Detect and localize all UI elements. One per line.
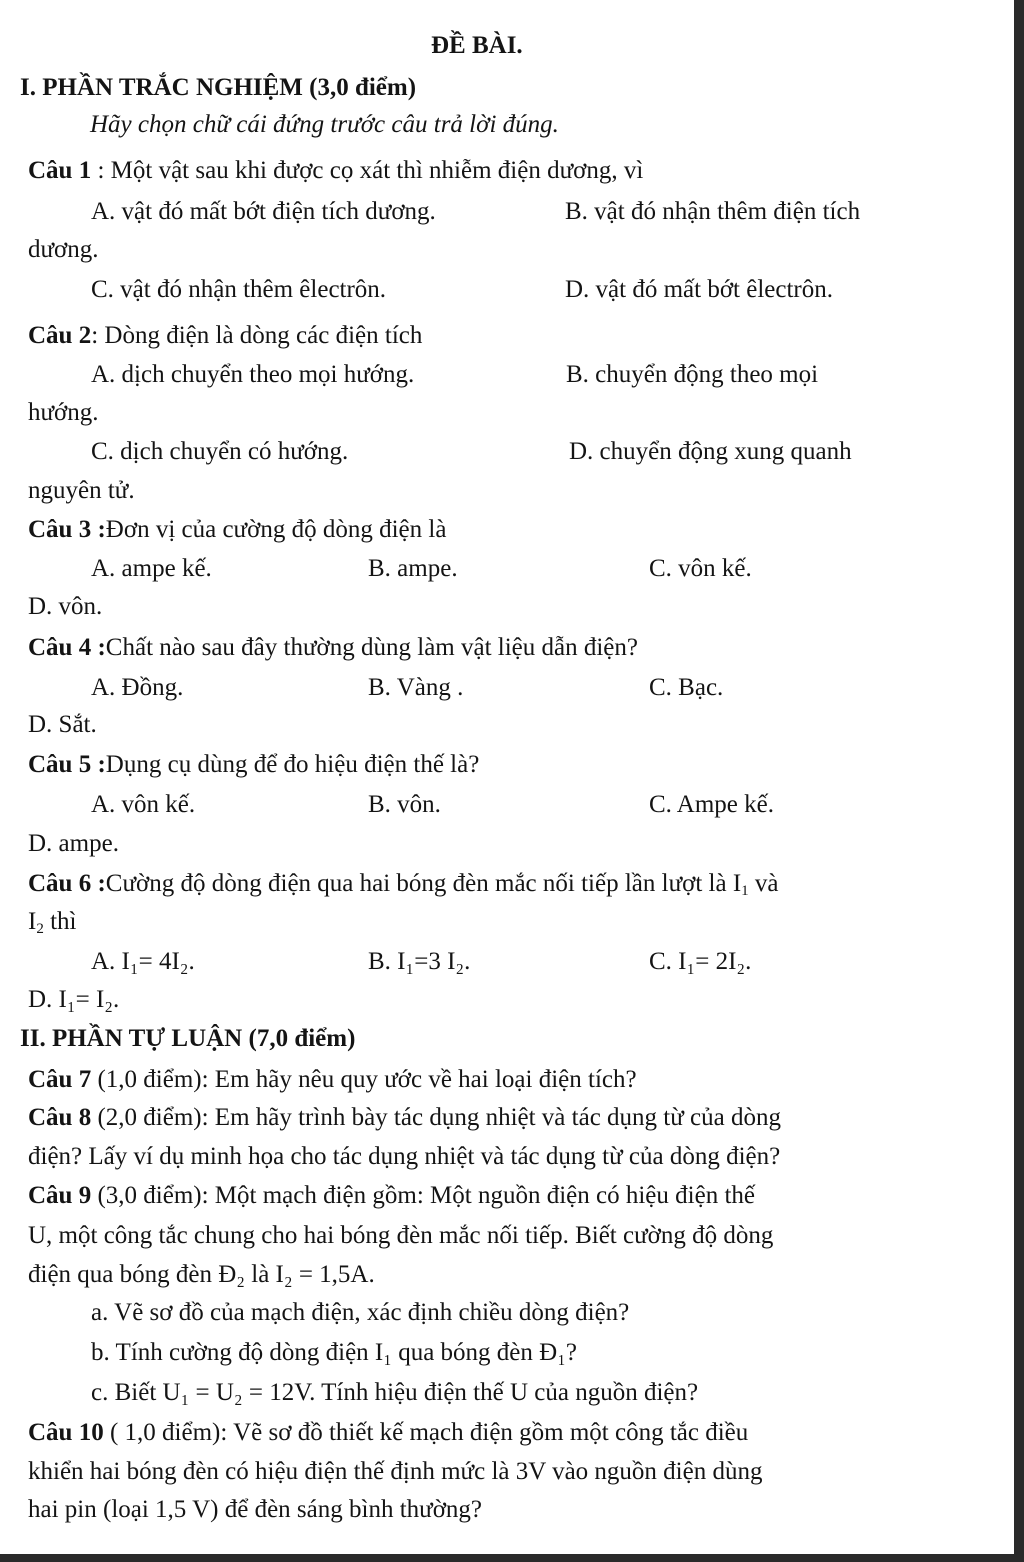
question-2: [28, 321, 422, 351]
question-6-label: Câu 6 :: [28, 870, 106, 897]
question-3: [28, 515, 446, 545]
question-1-text: : Một vật sau khi được cọ xát thì nhiễm điện dương, vì: [91, 157, 644, 184]
question-10: [28, 1418, 748, 1448]
q6-option-b: B. I₁=3 I₂.: [368, 948, 471, 975]
q2-option-b: B. chuyển động theo mọi: [566, 361, 819, 388]
question-8-label: Câu 8: [28, 1104, 92, 1131]
question-10-label: Câu 10: [28, 1419, 104, 1446]
q1-option-d: D. vật đó mất bớt êlectrôn.: [565, 276, 834, 303]
q3-option-a: A. ampe kế.: [91, 555, 212, 582]
part2-heading: II. PHẦN TỰ LUẬN (7,0 điểm): [20, 1025, 356, 1052]
question-6-line2-rest: thì: [43, 908, 77, 935]
q2-option-d-continued: nguyên tử.: [28, 477, 135, 504]
question-5-label: Câu 5 :: [28, 751, 106, 778]
question-8-text: (2,0 điểm): Em hãy trình bày tác dụng nhiệt và tác dụng từ của dòng: [91, 1104, 781, 1131]
q1-option-a: A. vật đó mất bớt điện tích dương.: [91, 198, 436, 225]
question-6-text: Cường độ dòng điện qua hai bóng đèn mắc nối tiếp lần lượt là I: [105, 870, 742, 897]
q5-option-b: B. vôn.: [368, 791, 441, 818]
question-6-text-end: và: [748, 870, 779, 897]
question-6-line2-subscript: 2: [36, 921, 44, 937]
q4-option-a: A. Đồng.: [91, 674, 184, 701]
question-1: [28, 156, 643, 186]
question-7-label: Câu 7: [28, 1066, 92, 1093]
q6-option-a: A. I₁= 4I₂.: [91, 948, 195, 975]
exam-title: ĐỀ BÀI.: [431, 32, 523, 59]
q1-option-b: B. vật đó nhận thêm điện tích: [565, 198, 861, 225]
question-9: [28, 1181, 755, 1211]
q3-option-d: D. vôn.: [28, 593, 103, 620]
q2-option-d: D. chuyển động xung quanh: [569, 438, 852, 465]
question-9-label: Câu 9: [28, 1182, 92, 1209]
question-9-line2: U, một công tắc chung cho hai bóng đèn mắc nối tiếp. Biết cường độ dòng: [28, 1222, 774, 1249]
question-7-text: (1,0 điểm): Em hãy nêu quy ước về hai loại điện tích?: [91, 1066, 637, 1093]
question-8: [28, 1103, 781, 1133]
q5-option-a: A. vôn kế.: [91, 791, 196, 818]
q1-option-c: C. vật đó nhận thêm êlectrôn.: [91, 276, 387, 303]
question-4-label: Câu 4 :: [28, 634, 106, 661]
question-2-text: : Dòng điện là dòng các điện tích: [91, 322, 423, 349]
question-6-subscript-1: 1: [741, 883, 749, 899]
question-6: [28, 869, 779, 899]
part1-heading: I. PHẦN TRẮC NGHIỆM (3,0 điểm): [20, 74, 417, 101]
question-4-text: Chất nào sau đây thường dùng làm vật liệu dẫn điện?: [105, 634, 638, 661]
question-6-line2: [28, 907, 76, 937]
part1-instruction: Hãy chọn chữ cái đứng trước câu trả lời đúng.: [90, 111, 559, 138]
q4-option-c: C. Bạc.: [649, 674, 724, 701]
q6-option-d: D. I₁= I₂.: [28, 986, 120, 1013]
question-10-text: ( 1,0 điểm): Vẽ sơ đồ thiết kế mạch điện gồm một công tắc điều: [103, 1419, 749, 1446]
q9-part-a: a. Vẽ sơ đồ của mạch điện, xác định chiều dòng điện?: [91, 1299, 630, 1326]
question-5: [28, 750, 479, 780]
question-1-label: Câu 1: [28, 157, 92, 184]
q2-option-c: C. dịch chuyển có hướng.: [91, 438, 349, 465]
q3-option-c: C. vôn kế.: [649, 555, 752, 582]
q2-option-b-continued: hướng.: [28, 399, 99, 426]
question-5-text: Dụng cụ dùng để đo hiệu điện thế là?: [105, 751, 480, 778]
question-10-line3: hai pin (loại 1,5 V) để đèn sáng bình thường?: [28, 1496, 483, 1523]
q2-option-a: A. dịch chuyển theo mọi hướng.: [91, 361, 415, 388]
q9-part-c: c. Biết U₁ = U₂ = 12V. Tính hiệu điện thế U của nguồn điện?: [91, 1379, 699, 1406]
question-3-text: Đơn vị của cường độ dòng điện là: [105, 516, 447, 543]
q5-option-c: C. Ampe kế.: [649, 791, 774, 818]
q5-option-d: D. ampe.: [28, 830, 119, 857]
q4-option-d: D. Sắt.: [28, 711, 97, 738]
question-10-line2: khiển hai bóng đèn có hiệu điện thế định mức là 3V vào nguồn điện dùng: [28, 1458, 763, 1485]
q9-part-b: b. Tính cường độ dòng điện I₁ qua bóng đèn Đ₁?: [91, 1339, 578, 1366]
question-9-line3: điện qua bóng đèn Đ₂ là I₂ = 1,5A.: [28, 1261, 375, 1288]
question-4: [28, 633, 638, 663]
q3-option-b: B. ampe.: [368, 555, 458, 582]
question-2-label: Câu 2: [28, 322, 92, 349]
question-8-line2: điện? Lấy ví dụ minh họa cho tác dụng nhiệt và tác dụng từ của dòng điện?: [28, 1143, 781, 1170]
question-7: [28, 1065, 637, 1095]
question-3-label: Câu 3 :: [28, 516, 106, 543]
question-9-text: (3,0 điểm): Một mạch điện gồm: Một nguồn điện có hiệu điện thế: [91, 1182, 755, 1209]
question-6-line2-i: I: [28, 908, 37, 935]
q4-option-b: B. Vàng .: [368, 674, 464, 701]
q1-option-b-continued: dương.: [28, 236, 99, 263]
q6-option-c: C. I₁= 2I₂.: [649, 948, 752, 975]
